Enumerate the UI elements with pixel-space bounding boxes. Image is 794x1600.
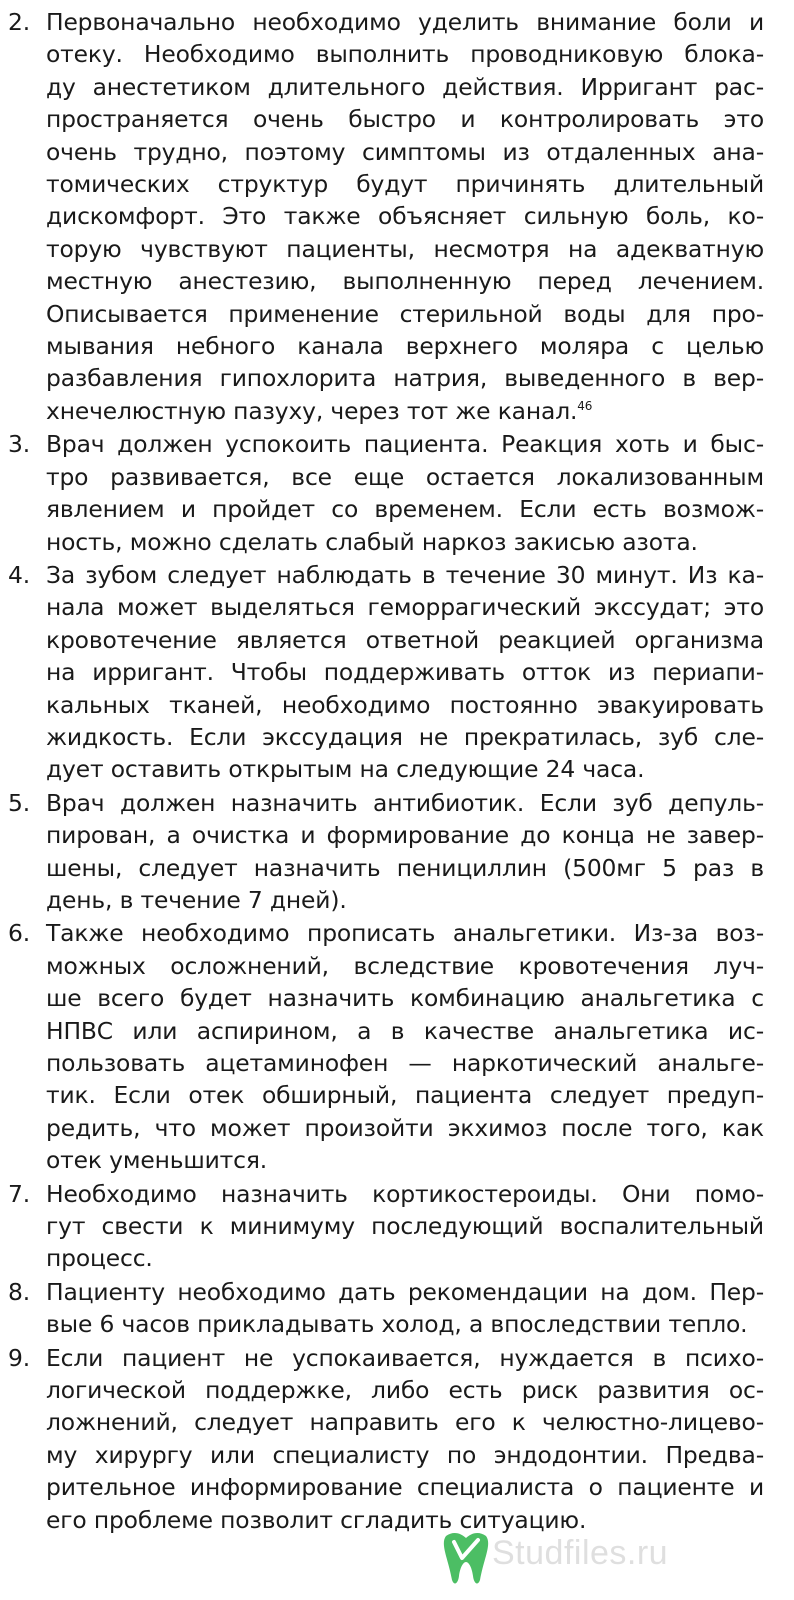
text-line — [46, 461, 764, 493]
text-line — [46, 6, 764, 38]
text-line — [46, 1047, 764, 1079]
list-item — [0, 428, 794, 558]
text-line — [46, 624, 764, 656]
text-line-content: процесс. — [46, 1244, 153, 1273]
text-line-content: ность, можно сделать слабый наркоз закисью азота. — [46, 527, 698, 556]
text-line — [46, 591, 764, 623]
text-line-content: кальных тканей, необходимо постоянно эвакуировать — [46, 690, 764, 719]
text-line-content: ду анестетиком длительного действия. Ирригант рас- — [46, 72, 764, 101]
text-line-content: тик. Если отек обширный, пациента следует предуп- — [46, 1081, 764, 1110]
text-line — [46, 1112, 764, 1144]
text-line-content: пространяется очень быстро и контролировать это — [46, 105, 764, 134]
text-line-content: местную анестезию, выполненную перед лечением. — [46, 267, 764, 296]
list-item — [0, 6, 794, 427]
text-line — [46, 168, 764, 200]
text-line — [46, 362, 764, 394]
text-line — [46, 493, 764, 525]
text-line-content: Первоначально необходимо уделить внимание боли и — [46, 8, 764, 36]
text-line — [46, 884, 764, 916]
text-line — [46, 265, 764, 297]
text-line-content: ше всего будет назначить комбинацию анальгетика с — [46, 984, 764, 1013]
text-line-content: тро развивается, все еще остается локализованным — [46, 462, 764, 491]
text-line-content: му хирургу или специалисту по эндодонтии. Предва- — [46, 1440, 764, 1469]
text-line-content: отек уменьшится. — [46, 1146, 268, 1175]
text-line-content: логической поддержке, либо есть риск развития ос- — [46, 1376, 764, 1405]
text-line-content: рительное информирование специалиста о пациенте и — [46, 1473, 764, 1502]
tooth-logo-icon — [440, 1528, 492, 1586]
text-line — [46, 71, 764, 103]
text-line — [46, 1374, 764, 1406]
text-line — [46, 1308, 764, 1340]
text-line-content: хнечелюстную пазуху, через тот же канал. — [46, 396, 578, 425]
text-line — [46, 819, 764, 851]
text-line-content: пользовать ацетаминофен — наркотический анальге- — [46, 1049, 764, 1077]
text-line — [46, 1242, 764, 1274]
text-line-content: ложнений, следует направить его к челюстно-лицево- — [46, 1408, 764, 1437]
text-line — [46, 656, 764, 688]
text-line-content: пирован, а очистка и формирование до конца не завер- — [46, 821, 764, 850]
list-item-number: 4. — [8, 560, 31, 589]
list-item — [0, 559, 794, 786]
text-line-content: торую чувствуют пациенты, несмотря на адекватную — [46, 234, 764, 263]
text-line — [46, 428, 764, 460]
text-line — [46, 330, 764, 362]
text-line — [46, 1276, 764, 1308]
text-line-content: кровотечение является ответной реакцией организма — [46, 625, 764, 654]
text-line — [46, 136, 764, 168]
text-line-content: день, в течение 7 дней). — [46, 885, 347, 914]
text-line-content: НПВС или аспирином, а в качестве анальгетика ис- — [46, 1016, 764, 1045]
text-line — [46, 1342, 764, 1374]
list-item — [0, 1276, 794, 1341]
text-line — [46, 1439, 764, 1471]
text-line — [46, 200, 764, 232]
text-line — [46, 526, 764, 558]
list-item-number: 6. — [8, 919, 31, 948]
text-line — [46, 950, 764, 982]
list-item — [0, 917, 794, 1176]
text-line — [46, 917, 764, 949]
text-line-content: вые 6 часов прикладывать холод, а впоследствии тепло. — [46, 1310, 748, 1339]
text-line — [46, 1178, 764, 1210]
text-line-content: очень трудно, поэтому симптомы из отдаленных ана- — [46, 137, 764, 166]
text-line — [46, 721, 764, 753]
text-line — [46, 1079, 764, 1111]
list-item-number: 8. — [8, 1277, 31, 1306]
text-line-content: Также необходимо прописать анальгетики. Из-за воз- — [46, 919, 764, 948]
text-line — [46, 298, 764, 330]
list-item — [0, 787, 794, 917]
text-line — [46, 559, 764, 591]
text-line — [46, 689, 764, 721]
text-line — [46, 982, 764, 1014]
text-line-content: разбавления гипохлорита натрия, выведенного в вер- — [46, 364, 764, 393]
text-line — [46, 233, 764, 265]
text-line — [46, 1471, 764, 1503]
text-line-content: Если пациент не успокаивается, нуждается в психо- — [46, 1343, 764, 1372]
text-line-content: отеку. Необходимо выполнить проводниковую блока- — [46, 40, 764, 69]
watermark — [440, 1528, 670, 1588]
text-line — [46, 1406, 764, 1438]
text-line-content: Врач должен назначить антибиотик. Если зуб депуль- — [46, 788, 764, 817]
text-line — [46, 753, 764, 785]
list-item — [0, 1342, 794, 1536]
text-line — [46, 1015, 764, 1047]
list-item-number: 3. — [8, 430, 31, 459]
text-line — [46, 852, 764, 884]
list-item — [0, 1178, 794, 1275]
text-line — [46, 395, 764, 427]
text-line-content: его проблеме позволит сгладить ситуацию. — [46, 1505, 587, 1534]
text-line-content: нала может выделяться геморрагический экссудат; это — [46, 593, 764, 622]
text-line-content: гут свести к минимуму последующий воспалительный — [46, 1212, 764, 1241]
text-line-content: явлением и пройдет со временем. Если есть возмож- — [46, 495, 764, 524]
text-line-content: Необходимо назначить кортикостероиды. Они помо- — [46, 1179, 764, 1208]
text-line-content: Врач должен успокоить пациента. Реакция хоть и быс- — [46, 430, 764, 459]
list-item-number: 7. — [8, 1179, 31, 1208]
list-item-number: 5. — [8, 788, 31, 817]
text-line-content: шены, следует назначить пенициллин (500мг 5 раз в — [46, 853, 764, 882]
text-line-content: томических структур будут причинять длительный — [46, 170, 764, 199]
watermark-text: Studfiles.ru — [492, 1534, 669, 1572]
text-line-content: на ирригант. Чтобы поддерживать отток из периапи- — [46, 658, 764, 687]
list-item-number: 9. — [8, 1343, 31, 1372]
text-line-content: дискомфорт. Это также объясняет сильную боль, ко- — [46, 202, 764, 231]
text-line-content: редить, что может произойти экхимоз после того, как — [46, 1113, 764, 1142]
text-line — [46, 38, 764, 70]
text-line — [46, 1210, 764, 1242]
text-line-content: можных осложнений, вследствие кровотечения луч- — [46, 951, 764, 980]
document-page — [0, 6, 794, 1600]
list-item-number: 2. — [8, 8, 31, 36]
text-line-content: дует оставить открытым на следующие 24 часа. — [46, 755, 645, 784]
text-line — [46, 787, 764, 819]
text-line — [46, 103, 764, 135]
footnote-reference: 46 — [577, 399, 593, 414]
text-line-content: жидкость. Если экссудация не прекратилась, зуб сле- — [46, 722, 764, 751]
text-line-content: Описывается применение стерильной воды для про- — [46, 299, 764, 328]
text-line-content: Пациенту необходимо дать рекомендации на дом. Пер- — [46, 1277, 764, 1306]
text-line-content: мывания небного канала верхнего моляра с целью — [46, 332, 764, 361]
text-line — [46, 1144, 764, 1176]
text-line-content: За зубом следует наблюдать в течение 30 минут. Из ка- — [46, 560, 764, 589]
